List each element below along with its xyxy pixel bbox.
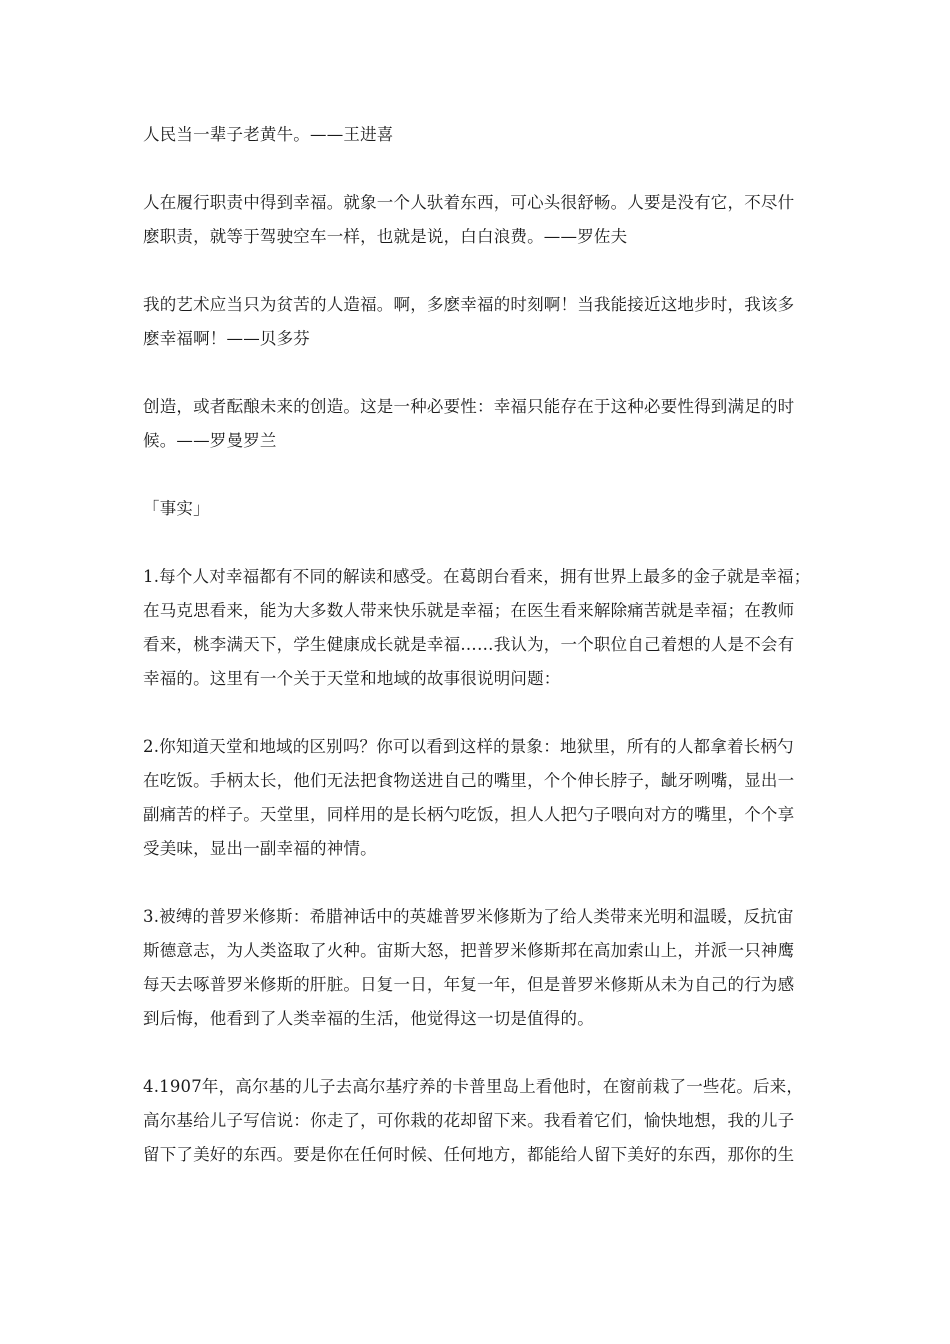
quote-paragraph [143, 186, 815, 254]
quote-paragraph [143, 390, 815, 458]
text-line: 幸福的。这里有一个关于天堂和地域的故事很说明问题： [143, 669, 561, 688]
heading-text: 「事实」 [143, 499, 210, 518]
text-line: 麽职责，就等于驾驶空车一样，也就是说，白白浪费。——罗佐夫 [143, 227, 628, 246]
text-line: 到后悔，他看到了人类幸福的生活，他觉得这一切是值得的。 [143, 1009, 594, 1028]
text-line: 人民当一辈子老黄牛。——王进喜 [143, 125, 394, 144]
quote-paragraph [143, 288, 815, 356]
text-line: 1.每个人对幸福都有不同的解读和感受。在葛朗台看来，拥有世界上最多的金子就是幸福； [143, 567, 811, 586]
fact-paragraph [143, 560, 815, 696]
text-line: 4.1907年，高尔基的儿子去高尔基疗养的卡普里岛上看他时，在窗前栽了一些花。后来， [143, 1077, 804, 1096]
text-line: 斯德意志，为人类盗取了火种。宙斯大怒，把普罗米修斯邦在高加索山上，并派一只神鹰 [143, 941, 795, 960]
document-page [143, 118, 815, 1172]
text-line: 每天去啄普罗米修斯的肝脏。日复一日，年复一年，但是普罗米修斯从未为自己的行为感 [143, 975, 795, 994]
text-line: 创造，或者酝酿未来的创造。这是一种必要性：幸福只能存在于这种必要性得到满足的时 [143, 397, 795, 416]
text-line: 我的艺术应当只为贫苦的人造福。啊，多麽幸福的时刻啊！当我能接近这地步时，我该多 [143, 295, 795, 314]
text-line: 3.被缚的普罗米修斯：希腊神话中的英雄普罗米修斯为了给人类带来光明和温暖，反抗宙 [143, 907, 794, 926]
text-line: 2.你知道天堂和地域的区别吗？你可以看到这样的景象：地狱里，所有的人都拿着长柄勺 [143, 737, 794, 756]
text-line: 受美味，显出一副幸福的神情。 [143, 839, 377, 858]
text-line: 看来，桃李满天下，学生健康成长就是幸福……我认为，一个职位自己着想的人是不会有 [143, 635, 795, 654]
text-line: 候。——罗曼罗兰 [143, 431, 277, 450]
text-line: 留下了美好的东西。要是你在任何时候、任何地方，都能给人留下美好的东西，那你的生 [143, 1145, 795, 1164]
text-line: 副痛苦的样子。天堂里，同样用的是长柄勺吃饭，担人人把勺子喂向对方的嘴里，个个享 [143, 805, 795, 824]
text-line: 人在履行职责中得到幸福。就象一个人驮着东西，可心头很舒畅。人要是没有它，不尽什 [143, 193, 795, 212]
quote-paragraph [143, 118, 815, 152]
text-line: 在马克思看来，能为大多数人带来快乐就是幸福；在医生看来解除痛苦就是幸福；在教师 [143, 601, 795, 620]
text-line: 在吃饭。手柄太长，他们无法把食物送进自己的嘴里，个个伸长脖子，龇牙咧嘴，显出一 [143, 771, 795, 790]
fact-paragraph [143, 900, 815, 1036]
fact-paragraph [143, 1070, 815, 1172]
section-heading [143, 492, 815, 526]
text-line: 高尔基给儿子写信说：你走了，可你栽的花却留下来。我看着它们，愉快地想，我的儿子 [143, 1111, 795, 1130]
text-line: 麽幸福啊！——贝多芬 [143, 329, 310, 348]
fact-paragraph [143, 730, 815, 866]
